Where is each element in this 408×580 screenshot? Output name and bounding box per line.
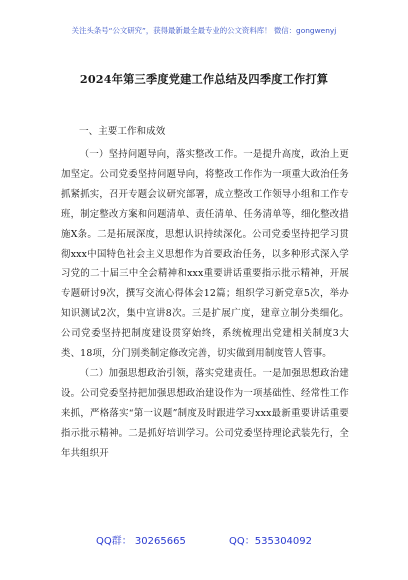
paragraph-1: （一）坚持问题导向，落实整改工作。一是提升高度，政治上更加坚定。公司党委坚持问题导向，将整改工作作为一项重大政治任务抓紧抓实，召开专题会议研究部署，成立整改工作领导小组和工作专班，制定整改方案和问题清单、责任清单、任务清单等，细化整改措施X条。二是拓展深度，思想认识持续深化。公司党委坚持把学习贯彻xxx中国特色社会主义思想作为首要政治任务，以多种形式深入学习党的二十届三中全会精神和xxx重要讲话重要指示批示精神，开展专题研讨9次，撰写交流心得体会12篇；组织学习新党章5次，举办知识测试2次，集中宣讲8次。三是扩展广度，建章立制分类细化。公司党委坚持把制度建设贯穿始终，系统梳理出党建相关制度3大类、18项，分门别类制定修改完善，切实做到用制度管人管事。 [61, 149, 349, 360]
footer-qq-group: QQ群： 30265665 [95, 536, 186, 547]
paragraph-2: （二）加强思想政治引领，落实党建责任。一是加强思想政治建设。公司党委坚持把加强思想政治建设作为一项基础性、经常性工作来抓，严格落实“第一议题”制度及时跟进学习xxx最新重要讲话重要指示批示精神。二是抓好培训学习。公司党委坚持理论武装先行，全年共组织开 [61, 367, 349, 459]
header-note: 关注头条号“公文研究”，获得最新最全最专业的公文资料库！ 微信：gongwenyj [71, 26, 337, 35]
footer-contacts [0, 532, 408, 547]
footer-qq: QQ：535304092 [229, 536, 313, 547]
document-title: 2024年第三季度党建工作总结及四季度工作打算 [79, 72, 329, 86]
section-heading: 一、主要工作和成效 [79, 126, 166, 137]
document-body [61, 145, 349, 464]
